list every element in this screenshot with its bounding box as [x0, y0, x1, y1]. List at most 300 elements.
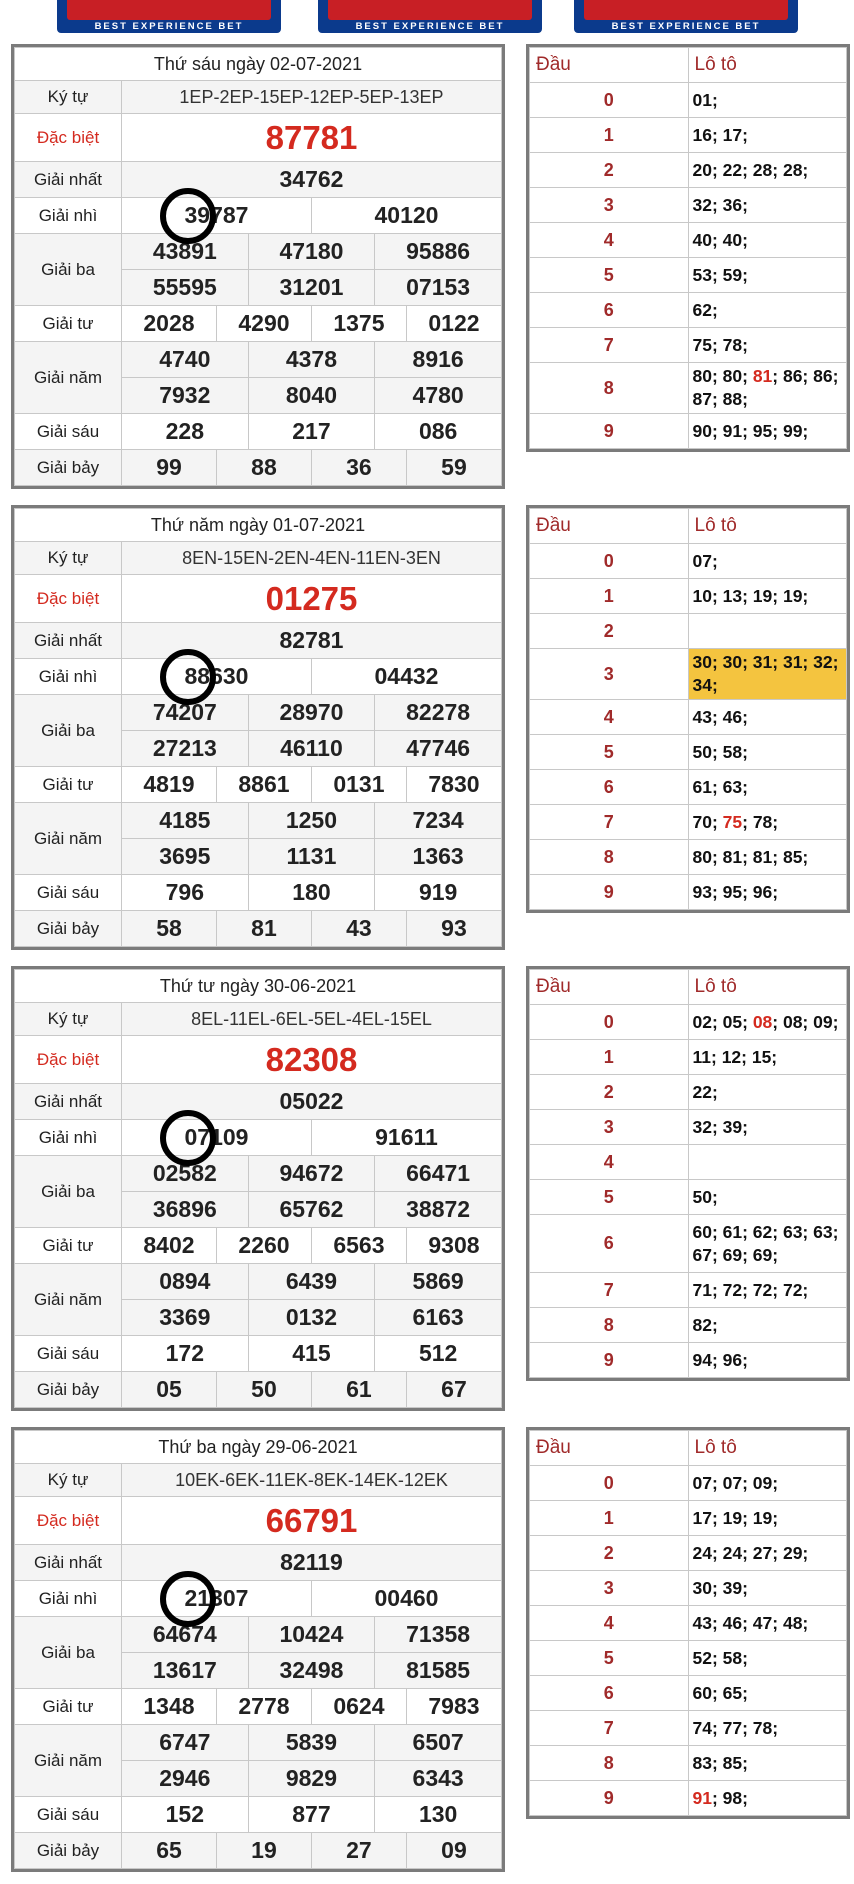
loto-values — [688, 649, 847, 700]
sixth-prize-number: 152 — [122, 1797, 249, 1833]
loto-value: 74; 77; 78; — [692, 1717, 779, 1738]
sixth-prize-number: 919 — [375, 875, 502, 911]
loto-values — [688, 1676, 847, 1711]
loto-head-digit: 9 — [530, 414, 689, 449]
loto-row — [530, 1536, 847, 1571]
row-label: Giải nhất — [15, 1545, 122, 1581]
fourth-prize-number: 7983 — [406, 1689, 501, 1725]
seventh-prize-number: 50 — [216, 1372, 311, 1408]
loto-value: 32; 39; — [692, 1116, 748, 1137]
fifth-prize-number: 0132 — [248, 1300, 375, 1336]
loto-head-digit: 9 — [530, 1343, 689, 1378]
fourth-prize-number: 8861 — [216, 767, 311, 803]
sixth-prize-number: 130 — [375, 1797, 502, 1833]
loto-value: 70; — [692, 811, 723, 832]
seventh-prize-number: 99 — [122, 450, 217, 486]
fifth-prize-number: 9829 — [248, 1761, 375, 1797]
third-prize-number: 47180 — [248, 234, 375, 270]
brand-logo[interactable] — [574, 0, 798, 33]
lottery-result-table — [11, 505, 505, 950]
row-label: Giải sáu — [15, 875, 122, 911]
fourth-prize-number: 0131 — [311, 767, 406, 803]
loto-head-digit: 4 — [530, 1606, 689, 1641]
loto-value-special: 75 — [722, 811, 743, 832]
third-prize-number: 02582 — [122, 1156, 249, 1192]
loto-values — [688, 1215, 847, 1273]
loto-values — [688, 188, 847, 223]
loto-row — [530, 1606, 847, 1641]
loto-head-digit: 1 — [530, 1501, 689, 1536]
loto-values — [688, 544, 847, 579]
seventh-prize-number: 05 — [122, 1372, 217, 1408]
seventh-prize-number: 36 — [311, 450, 406, 486]
loto-row — [530, 1040, 847, 1075]
third-prize-number: 32498 — [248, 1653, 375, 1689]
third-prize-number: 28970 — [248, 695, 375, 731]
loto-row — [530, 83, 847, 118]
loto-head-digit: 0 — [530, 83, 689, 118]
loto-row — [530, 223, 847, 258]
row-label: Giải nhì — [15, 1120, 122, 1156]
loto-values — [688, 118, 847, 153]
fifth-prize-number: 7234 — [375, 803, 502, 839]
sixth-prize-number: 172 — [122, 1336, 249, 1372]
loto-value: ; 78; — [742, 811, 779, 832]
brand-banner — [0, 0, 854, 38]
row-label: Giải bảy — [15, 1833, 122, 1869]
row-label: Ký tự — [15, 81, 122, 114]
loto-value-special: 08 — [752, 1011, 773, 1032]
sixth-prize-number: 415 — [248, 1336, 375, 1372]
third-prize-number: 81585 — [375, 1653, 502, 1689]
row-label: Giải ba — [15, 1156, 122, 1228]
lottery-result-table — [11, 966, 505, 1411]
loto-value: 62; — [692, 299, 718, 320]
row-label: Đặc biệt — [15, 575, 122, 623]
third-prize-number: 66471 — [375, 1156, 502, 1192]
loto-value: 02; 05; — [692, 1011, 753, 1032]
loto-row — [530, 293, 847, 328]
loto-values — [688, 1711, 847, 1746]
loto-values — [688, 414, 847, 449]
loto-values — [688, 1005, 847, 1040]
third-prize-number: 65762 — [248, 1192, 375, 1228]
loto-values — [688, 1501, 847, 1536]
seventh-prize-number: 43 — [311, 911, 406, 947]
loto-value: 50; 58; — [692, 741, 748, 762]
loto-value: 53; 59; — [692, 264, 748, 285]
loto-head-digit: 4 — [530, 223, 689, 258]
fifth-prize-number: 3369 — [122, 1300, 249, 1336]
sixth-prize-number: 877 — [248, 1797, 375, 1833]
loto-values — [688, 293, 847, 328]
loto-row — [530, 1571, 847, 1606]
first-prize-number: 05022 — [122, 1084, 502, 1120]
loto-value-special: 91 — [692, 1787, 712, 1808]
loto-head-digit: 7 — [530, 805, 689, 840]
loto-head-digit: 5 — [530, 1180, 689, 1215]
row-label: Giải nhất — [15, 623, 122, 659]
draw-date: Thứ sáu ngày 02-07-2021 — [15, 48, 502, 81]
loto-head-digit: 1 — [530, 1040, 689, 1075]
row-label: Giải sáu — [15, 414, 122, 450]
loto-value: 22; — [692, 1081, 718, 1102]
third-prize-number: 31201 — [248, 270, 375, 306]
loto-table — [526, 505, 850, 913]
seventh-prize-number: 61 — [311, 1372, 406, 1408]
fifth-prize-number: 4185 — [122, 803, 249, 839]
loto-row — [530, 1215, 847, 1273]
first-prize-number: 34762 — [122, 162, 502, 198]
fifth-prize-number: 8040 — [248, 378, 375, 414]
loto-row — [530, 840, 847, 875]
fifth-prize-number: 1131 — [248, 839, 375, 875]
loto-row — [530, 1501, 847, 1536]
third-prize-number: 38872 — [375, 1192, 502, 1228]
fourth-prize-number: 8402 — [122, 1228, 217, 1264]
sixth-prize-number: 796 — [122, 875, 249, 911]
loto-head-digit: 8 — [530, 1746, 689, 1781]
seventh-prize-number: 19 — [216, 1833, 311, 1869]
loto-row — [530, 1308, 847, 1343]
draw-date: Thứ ba ngày 29-06-2021 — [15, 1431, 502, 1464]
loto-head-digit: 4 — [530, 700, 689, 735]
loto-value: 20; 22; 28; 28; — [692, 159, 809, 180]
loto-value: 30; 30; 31; 31; 32; 34; — [692, 652, 839, 695]
loto-row — [530, 1110, 847, 1145]
draw-date: Thứ tư ngày 30-06-2021 — [15, 970, 502, 1003]
fifth-prize-number: 6507 — [375, 1725, 502, 1761]
loto-row — [530, 805, 847, 840]
third-prize-number: 47746 — [375, 731, 502, 767]
loto-row — [530, 1711, 847, 1746]
loto-values — [688, 1308, 847, 1343]
second-prize-number: 40120 — [311, 198, 501, 234]
loto-values — [688, 83, 847, 118]
loto-values — [688, 770, 847, 805]
loto-values — [688, 1781, 847, 1816]
loto-values — [688, 258, 847, 293]
loto-value: 11; 12; 15; — [692, 1046, 778, 1067]
loto-head-digit: 3 — [530, 1110, 689, 1145]
loto-row — [530, 1273, 847, 1308]
loto-row — [530, 579, 847, 614]
row-label: Giải năm — [15, 1264, 122, 1336]
loto-value: 94; 96; — [692, 1349, 748, 1370]
seventh-prize-number: 67 — [406, 1372, 501, 1408]
loto-row — [530, 153, 847, 188]
loto-values — [688, 1571, 847, 1606]
row-label: Đặc biệt — [15, 114, 122, 162]
seventh-prize-number: 88 — [216, 450, 311, 486]
loto-row — [530, 118, 847, 153]
fourth-prize-number: 1348 — [122, 1689, 217, 1725]
fourth-prize-number: 2260 — [216, 1228, 311, 1264]
loto-row — [530, 1676, 847, 1711]
row-label: Giải tư — [15, 1228, 122, 1264]
loto-value: 50; — [692, 1186, 718, 1207]
loto-values — [688, 1273, 847, 1308]
draw-date: Thứ năm ngày 01-07-2021 — [15, 509, 502, 542]
loto-value: 75; 78; — [692, 334, 748, 355]
loto-row — [530, 1641, 847, 1676]
loto-head-digit: 8 — [530, 840, 689, 875]
third-prize-number: 95886 — [375, 234, 502, 270]
fourth-prize-number: 4290 — [216, 306, 311, 342]
loto-header-dau: Đầu — [530, 970, 689, 1005]
logo-tagline: BEST EXPERIENCE BET — [611, 21, 761, 32]
row-label: Giải bảy — [15, 911, 122, 947]
loto-head-digit: 2 — [530, 614, 689, 649]
loto-row — [530, 614, 847, 649]
loto-value: 71; 72; 72; 72; — [692, 1279, 809, 1300]
third-prize-number: 74207 — [122, 695, 249, 731]
second-prize-number: 04432 — [311, 659, 501, 695]
third-prize-number: 55595 — [122, 270, 249, 306]
fourth-prize-number: 2778 — [216, 1689, 311, 1725]
loto-value: 40; 40; — [692, 229, 748, 250]
third-prize-number: 27213 — [122, 731, 249, 767]
fifth-prize-number: 6747 — [122, 1725, 249, 1761]
loto-head-digit: 1 — [530, 579, 689, 614]
loto-value: 82; — [692, 1314, 718, 1335]
second-prize-number: 39787 — [122, 198, 312, 234]
fifth-prize-number: 1250 — [248, 803, 375, 839]
special-prize-number: 66791 — [122, 1497, 502, 1545]
loto-values — [688, 1641, 847, 1676]
loto-values — [688, 1536, 847, 1571]
loto-values — [688, 579, 847, 614]
row-label: Giải sáu — [15, 1797, 122, 1833]
brand-logo[interactable] — [57, 0, 281, 33]
seventh-prize-number: 93 — [406, 911, 501, 947]
sixth-prize-number: 512 — [375, 1336, 502, 1372]
loto-value: 60; 61; 62; 63; 63; 67; 69; 69; — [692, 1221, 839, 1265]
third-prize-number: 07153 — [375, 270, 502, 306]
loto-table — [526, 966, 850, 1381]
loto-values — [688, 223, 847, 258]
loto-head-digit: 9 — [530, 875, 689, 910]
fifth-prize-number: 1363 — [375, 839, 502, 875]
third-prize-number: 10424 — [248, 1617, 375, 1653]
loto-row — [530, 363, 847, 414]
loto-value: 07; — [692, 550, 718, 571]
loto-values — [688, 1466, 847, 1501]
loto-row — [530, 1746, 847, 1781]
seventh-prize-number: 58 — [122, 911, 217, 947]
loto-value: 01; — [692, 89, 718, 110]
fifth-prize-number: 4780 — [375, 378, 502, 414]
fifth-prize-number: 0894 — [122, 1264, 249, 1300]
second-prize-number: 07109 — [122, 1120, 312, 1156]
loto-value: 43; 46; — [692, 706, 748, 727]
loto-value: ; 86; 86; 87; 88; — [692, 366, 839, 409]
loto-value: 07; 07; 09; — [692, 1472, 779, 1493]
loto-row — [530, 188, 847, 223]
row-label: Giải năm — [15, 803, 122, 875]
loto-values — [688, 328, 847, 363]
logo-tagline: BEST EXPERIENCE BET — [355, 21, 505, 32]
second-prize-number: 21307 — [122, 1581, 312, 1617]
loto-values — [688, 363, 847, 414]
loto-values — [688, 614, 847, 649]
loto-value: 80; 81; 81; 85; — [692, 846, 809, 867]
loto-values — [688, 1145, 847, 1180]
row-label: Giải nhì — [15, 198, 122, 234]
sixth-prize-number: 180 — [248, 875, 375, 911]
loto-value: 30; 39; — [692, 1577, 748, 1598]
loto-table — [526, 44, 850, 452]
loto-value: 60; 65; — [692, 1682, 748, 1703]
fifth-prize-number: 4740 — [122, 342, 249, 378]
row-label: Giải bảy — [15, 1372, 122, 1408]
seventh-prize-number: 09 — [406, 1833, 501, 1869]
loto-value-special: 81 — [752, 366, 773, 386]
special-prize-number: 87781 — [122, 114, 502, 162]
loto-value: 32; 36; — [692, 194, 748, 215]
row-label: Giải năm — [15, 1725, 122, 1797]
loto-value: 17; 19; 19; — [692, 1507, 779, 1528]
loto-row — [530, 1180, 847, 1215]
third-prize-number: 36896 — [122, 1192, 249, 1228]
loto-values — [688, 735, 847, 770]
loto-values — [688, 1075, 847, 1110]
seventh-prize-number: 59 — [406, 450, 501, 486]
loto-head-digit: 3 — [530, 649, 689, 700]
loto-row — [530, 735, 847, 770]
row-label: Giải bảy — [15, 450, 122, 486]
fifth-prize-number: 5839 — [248, 1725, 375, 1761]
loto-values — [688, 1606, 847, 1641]
loto-header-loto: Lô tô — [688, 970, 847, 1005]
second-prize-number: 91611 — [311, 1120, 501, 1156]
loto-values — [688, 840, 847, 875]
loto-head-digit: 5 — [530, 1641, 689, 1676]
loto-head-digit: 7 — [530, 328, 689, 363]
loto-header-dau: Đầu — [530, 509, 689, 544]
fifth-prize-number: 7932 — [122, 378, 249, 414]
loto-values — [688, 1343, 847, 1378]
row-label: Ký tự — [15, 1464, 122, 1497]
loto-head-digit: 0 — [530, 1466, 689, 1501]
third-prize-number: 13617 — [122, 1653, 249, 1689]
loto-value: 24; 24; 27; 29; — [692, 1542, 809, 1563]
seventh-prize-number: 27 — [311, 1833, 406, 1869]
row-label: Giải năm — [15, 342, 122, 414]
loto-value: 90; 91; 95; 99; — [692, 420, 809, 441]
loto-values — [688, 1040, 847, 1075]
loto-value: 43; 46; 47; 48; — [692, 1612, 809, 1633]
loto-value: 52; 58; — [692, 1647, 748, 1668]
row-label: Đặc biệt — [15, 1036, 122, 1084]
loto-table — [526, 1427, 850, 1819]
fifth-prize-number: 2946 — [122, 1761, 249, 1797]
brand-logo[interactable] — [318, 0, 542, 33]
ky-tu-code: 1EP-2EP-15EP-12EP-5EP-13EP — [122, 81, 502, 114]
special-prize-number: 01275 — [122, 575, 502, 623]
loto-row — [530, 328, 847, 363]
loto-values — [688, 1746, 847, 1781]
loto-head-digit: 1 — [530, 118, 689, 153]
second-prize-number: 88630 — [122, 659, 312, 695]
fourth-prize-number: 4819 — [122, 767, 217, 803]
loto-value: 80; 80; — [692, 366, 753, 386]
loto-values — [688, 1180, 847, 1215]
fifth-prize-number: 6343 — [375, 1761, 502, 1797]
third-prize-number: 64674 — [122, 1617, 249, 1653]
loto-head-digit: 6 — [530, 770, 689, 805]
loto-values — [688, 153, 847, 188]
loto-head-digit: 2 — [530, 153, 689, 188]
fifth-prize-number: 6163 — [375, 1300, 502, 1336]
fourth-prize-number: 1375 — [311, 306, 406, 342]
row-label: Giải ba — [15, 695, 122, 767]
second-prize-number: 00460 — [311, 1581, 501, 1617]
loto-header-loto: Lô tô — [688, 1431, 847, 1466]
third-prize-number: 71358 — [375, 1617, 502, 1653]
row-label: Giải nhì — [15, 1581, 122, 1617]
ky-tu-code: 8EL-11EL-6EL-5EL-4EL-15EL — [122, 1003, 502, 1036]
loto-head-digit: 4 — [530, 1145, 689, 1180]
loto-head-digit: 6 — [530, 293, 689, 328]
seventh-prize-number: 65 — [122, 1833, 217, 1869]
loto-value: 93; 95; 96; — [692, 881, 779, 902]
loto-head-digit: 9 — [530, 1781, 689, 1816]
row-label: Đặc biệt — [15, 1497, 122, 1545]
row-label: Ký tự — [15, 1003, 122, 1036]
loto-values — [688, 700, 847, 735]
loto-header-loto: Lô tô — [688, 48, 847, 83]
loto-row — [530, 700, 847, 735]
fourth-prize-number: 9308 — [406, 1228, 501, 1264]
loto-head-digit: 5 — [530, 258, 689, 293]
loto-header-dau: Đầu — [530, 48, 689, 83]
row-label: Giải nhì — [15, 659, 122, 695]
loto-row — [530, 1145, 847, 1180]
fourth-prize-number: 7830 — [406, 767, 501, 803]
loto-head-digit: 3 — [530, 188, 689, 223]
fourth-prize-number: 6563 — [311, 1228, 406, 1264]
row-label: Giải ba — [15, 1617, 122, 1689]
loto-header-loto: Lô tô — [688, 509, 847, 544]
sixth-prize-number: 228 — [122, 414, 249, 450]
fifth-prize-number: 8916 — [375, 342, 502, 378]
loto-head-digit: 0 — [530, 1005, 689, 1040]
logo-tagline: BEST EXPERIENCE BET — [94, 21, 244, 32]
first-prize-number: 82119 — [122, 1545, 502, 1581]
sixth-prize-number: 217 — [248, 414, 375, 450]
loto-value: ; 08; 09; — [772, 1011, 839, 1032]
loto-value: 83; 85; — [692, 1752, 748, 1773]
loto-head-digit: 7 — [530, 1711, 689, 1746]
fifth-prize-number: 5869 — [375, 1264, 502, 1300]
loto-head-digit: 2 — [530, 1075, 689, 1110]
loto-row — [530, 1075, 847, 1110]
fourth-prize-number: 0122 — [406, 306, 501, 342]
row-label: Giải tư — [15, 306, 122, 342]
loto-head-digit: 6 — [530, 1215, 689, 1273]
row-label: Giải nhất — [15, 1084, 122, 1120]
loto-values — [688, 875, 847, 910]
loto-row — [530, 1005, 847, 1040]
loto-header-dau: Đầu — [530, 1431, 689, 1466]
loto-value: 61; 63; — [692, 776, 748, 797]
loto-head-digit: 5 — [530, 735, 689, 770]
loto-row — [530, 258, 847, 293]
row-label: Giải tư — [15, 1689, 122, 1725]
fourth-prize-number: 0624 — [311, 1689, 406, 1725]
loto-row — [530, 649, 847, 700]
